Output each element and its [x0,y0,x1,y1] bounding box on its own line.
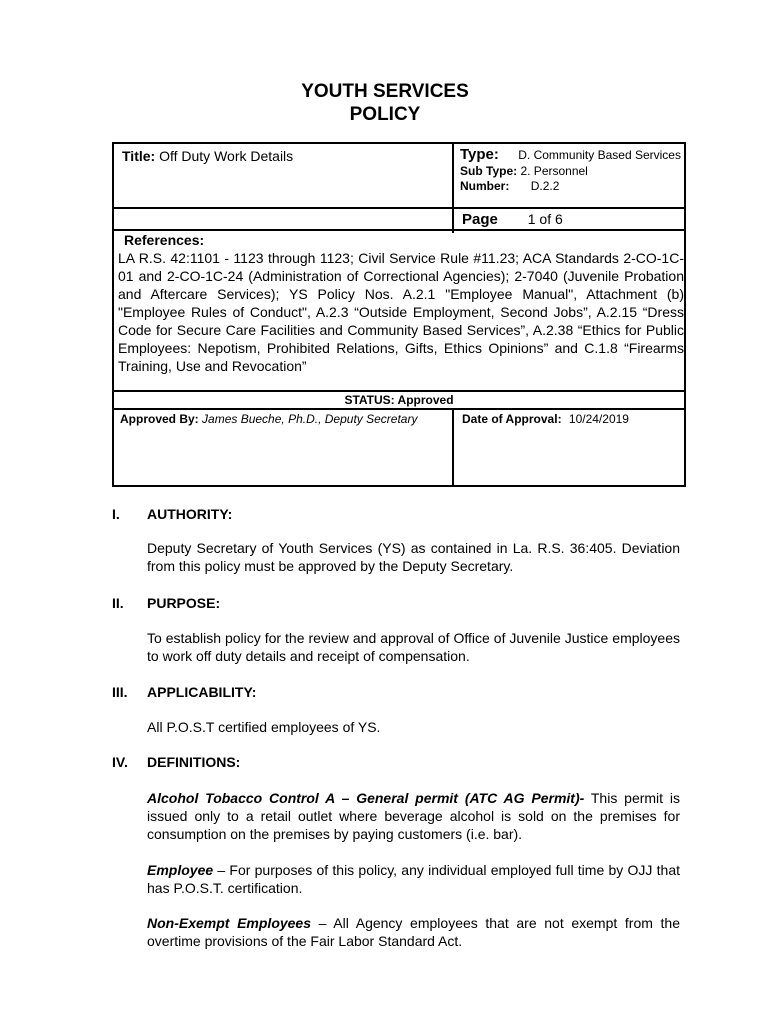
title-line-1: YOUTH SERVICES [301,81,469,102]
number-label: Number: [460,179,510,193]
policy-title [122,148,293,164]
definition-term: Employee [147,862,214,878]
section-number: I. [112,506,120,522]
page-indicator [462,211,563,228]
definition-text: – All Agency employees that are not exempt from the overtime provisions of the Fair Labor Standard Act. [147,915,681,949]
definition-item [147,789,680,843]
section-number: III. [112,684,128,700]
authority-text: Deputy Secretary of Youth Services (YS) as contained in La. R.S. 36:405. Deviation from this policy must be approved by the Deputy Secretary. [147,540,680,574]
page-value: 1 of 6 [527,211,563,227]
date-value: 10/24/2019 [568,412,629,426]
divider-number-row [452,207,684,209]
definition-text: This permit is issued only to a retail outlet where beverage alcohol is sold on the premises for consumption on the premises by paying customers (i.e. bar). [147,790,681,842]
definition-term: Non-Exempt Employees [147,915,312,931]
subtype-label: Sub Type: [460,164,518,178]
purpose-text: To establish policy for the review and approval of Office of Juvenile Justice employees to work off duty details and receipt of compensation. [147,630,680,664]
definition-item [147,861,680,897]
title-label: Title: [122,148,156,164]
section-number: II. [112,595,124,611]
references [118,231,684,375]
approved-by-value: James Bueche, Ph.D., Deputy Secretary [202,412,418,426]
date-of-approval [462,412,629,426]
title-line-2: POLICY [349,104,421,125]
section-number: IV. [112,754,128,770]
type-value: D. Community Based Services [518,148,681,162]
number-value: D.2.2 [530,179,560,193]
section-heading: DEFINITIONS: [147,754,241,770]
section-heading: AUTHORITY: [147,506,233,522]
divider-vertical-bottom [452,408,454,485]
definition-text: – For purposes of this policy, any individual employed full time by OJJ that has P.O.S.T. certification. [147,862,680,896]
divider-title-row [114,207,452,209]
date-label: Date of Approval: [462,412,562,426]
applicability-text: All P.O.S.T certified employees of YS. [147,719,381,735]
section-heading: PURPOSE: [147,595,221,611]
policy-header-table [112,142,686,487]
approved-by [120,412,417,426]
definition-term: Alcohol Tobacco Control A – General permit (ATC AG Permit)- [147,790,585,806]
divider-status-row [114,408,684,410]
subtype-value: 2. Personnel [520,164,588,178]
divider-vertical-top [452,144,454,233]
approved-by-label: Approved By: [120,412,199,426]
document-title [0,80,770,126]
references-label: References: [124,232,205,248]
references-text: LA R.S. 42:1101 - 1123 through 1123; Civil Service Rule #11.23; ACA Standards 2-CO-1C-01 and 2-CO-1C-24 (Administration of Correctional Agencies); 2-7040 (Juvenile Probation and Aftercare Services); YS Policy Nos. A.2.1 "Employee Manual", Attachment (b) "Employee Rules of Conduct", A.2.3 “Outside Employment, Second Jobs”, A.2.15 “Dress Code for Secure Care Facilities and Community Based Services”, A.2.38 “Ethics for Public Employees: Nepotism, Prohibited Relations, Gifts, Ethics Opinions” and C.1.8 “Firearms Training, Use and Revocation” [118,250,684,374]
page-label: Page [462,211,498,228]
policy-type [460,147,682,194]
definition-item [147,914,680,950]
type-label: Type: [460,146,499,163]
title-value: Off Duty Work Details [159,148,294,164]
section-heading: APPLICABILITY: [147,684,257,700]
status-badge: STATUS: Approved [344,393,454,407]
